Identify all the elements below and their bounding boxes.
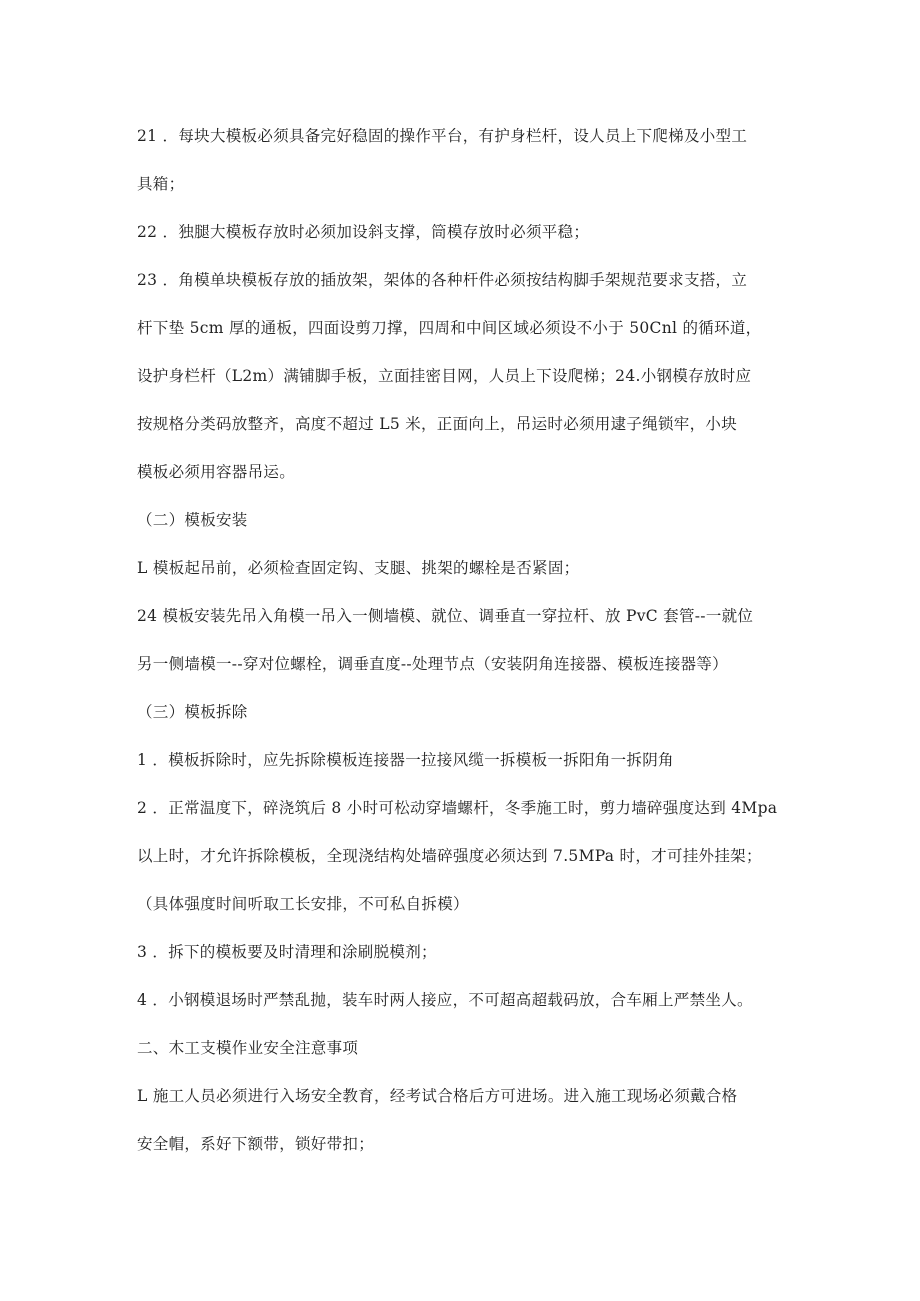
removal-item-3: 3 ．拆下的模板要及时清理和涂刷脱模剂；	[137, 943, 437, 961]
install-item-2-start: 24 模板安装先吊入角模一吊入一侧墙模、就位、调垂直一穿拉杆、放 PvC 套管--一就位	[137, 607, 754, 625]
removal-item-2-note: （具体强度时间听取工长安排，不可私自拆模）	[137, 895, 469, 913]
section-heading-removal: （三）模板拆除	[137, 703, 248, 721]
removal-item-2-cont: 以上时，才允许拆除模板，全现浇结构处墙碎强度必须达到 7.5MPa 时，才可挂外挂架；	[137, 847, 762, 865]
line-23-cont-2: 设护身栏杆（L2m）满铺脚手板，立面挂密目网，人员上下设爬梯；24.小钢模存放时应	[137, 367, 752, 385]
line-23-cont-1: 杆下垫 5cm 厚的通板，四面设剪刀撑，四周和中间区域必须设不小于 50Cnl 的循环道，	[137, 319, 762, 337]
section-heading-install: （二）模板安装	[137, 511, 248, 529]
removal-item-4: 4 ．小钢模退场时严禁乱抛，装车时两人接应，不可超高超载码放，合车厢上严禁坐人。	[137, 991, 753, 1009]
install-item-2-end: 另一侧墙模一--穿对位螺栓，调垂直度--处理节点（安装阴角连接器、模板连接器等）	[137, 655, 728, 673]
removal-item-2-start: 2 ．正常温度下，碎浇筑后 8 小时可松动穿墙螺杆，冬季施工时，剪力墙碎强度达到 4Mpa	[137, 799, 778, 817]
line-21-end: 具箱；	[137, 175, 185, 193]
carpentry-item-1-start: L 施工人员必须进行入场安全教育，经考试合格后方可进场。进入施工现场必须戴合格	[137, 1087, 738, 1105]
line-24-end: 模板必须用容器吊运。	[137, 463, 296, 481]
line-23-start: 23 ．角模单块模板存放的插放架，架体的各种杆件必须按结构脚手架规范要求支搭，立	[137, 271, 748, 289]
removal-item-1: 1 ．模板拆除时，应先拆除模板连接器一拉接风缆一拆模板一拆阳角一拆阴角	[137, 751, 674, 769]
install-item-1: L 模板起吊前，必须检查固定钩、支腿、挑架的螺栓是否紧固；	[137, 559, 580, 577]
line-22: 22 ．独腿大模板存放时必须加设斜支撑，筒模存放时必须平稳；	[137, 223, 590, 241]
carpentry-item-1-end: 安全帽，系好下额带，锁好带扣；	[137, 1135, 375, 1153]
line-21-start: 21 ．每块大模板必须具备完好稳固的操作平台，有护身栏杆，设人员上下爬梯及小型工	[137, 127, 748, 145]
line-24-cont: 按规格分类码放整齐，高度不超过 L5 米，正面向上，吊运时必须用逮子绳锁牢，小块	[137, 415, 738, 433]
section-heading-carpentry: 二、木工支模作业安全注意事项	[137, 1039, 359, 1057]
